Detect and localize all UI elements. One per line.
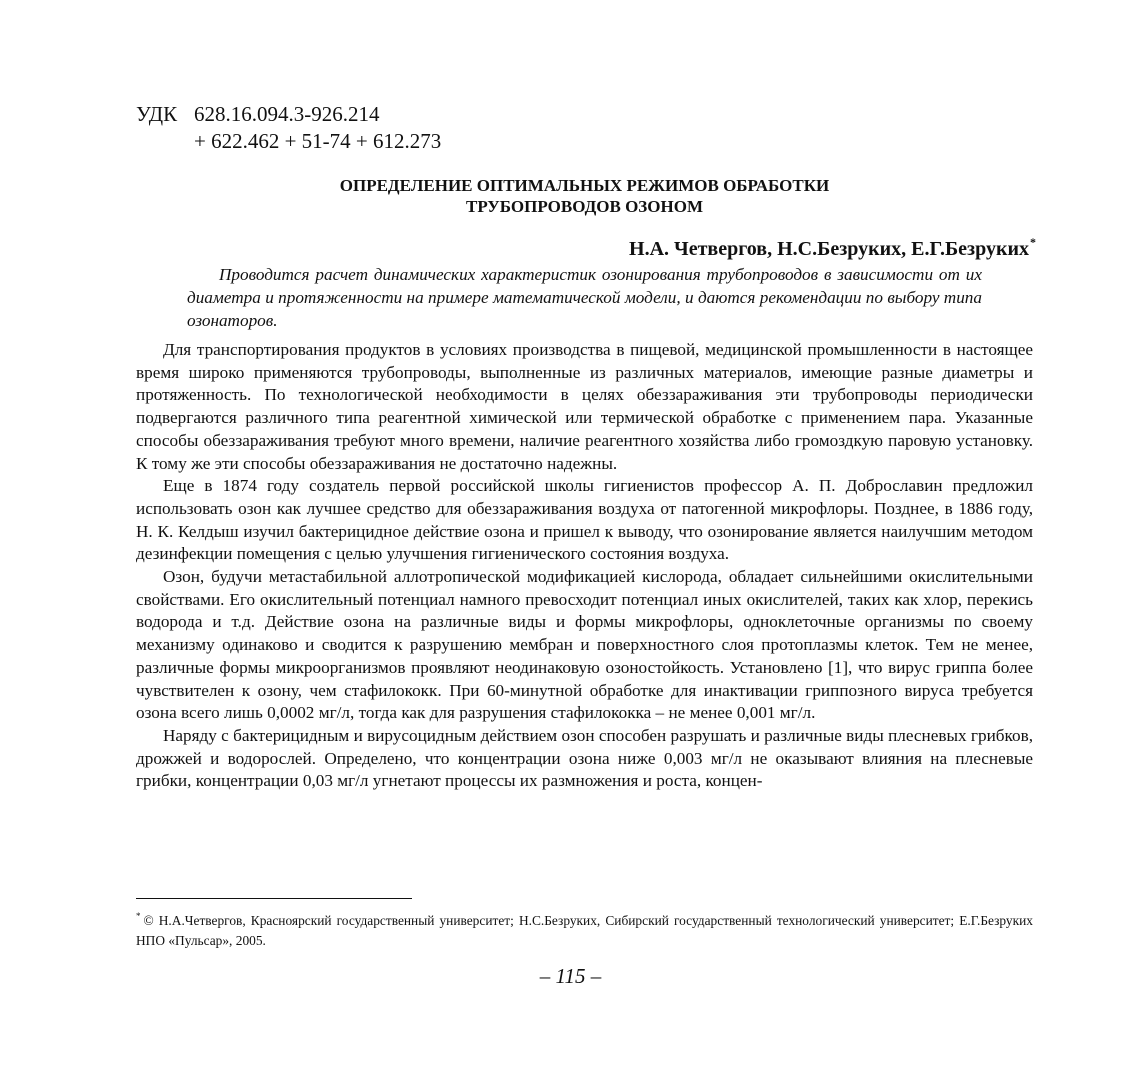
author-names: Н.А. Четвергов, Н.С.Безруких, Е.Г.Безруких (629, 238, 1029, 260)
body-paragraph: Для транспортирования продуктов в условиях производства в пищевой, медицинской промышленности в настоящее время широко применяются трубопроводы, выполненные из различных материалов, имеющие разные диаметры и протяженность. По технологической необходимости в целях обеззараживания эти трубопроводы периодически подвергаются различного типа реагентной химической или термической обработке с применением пара. Указанные способы обеззараживания требуют много времени, наличие реагентного хозяйства либо громоздкую паровую установку. К тому же эти способы обеззараживания не достаточно надежны. (136, 340, 1033, 473)
author-footnote-mark: * (1030, 235, 1036, 249)
footnote-text: © Н.А.Четвергов, Красноярский государственный университет; Н.С.Безруких, Сибирский государственный технологический университет; Е.Г.Безруких НПО «Пульсар», 2005. (136, 913, 1033, 948)
udk-value-1: 628.16.094.3-926.214 (194, 102, 380, 126)
udk-line-1 (136, 101, 441, 128)
page-number: – 115 – (539, 964, 602, 988)
article-body (136, 339, 1033, 793)
udk-code (136, 101, 441, 155)
body-paragraph: Озон, будучи метастабильной аллотропической модификацией кислорода, обладает сильнейшими окислительными свойствами. Его окислительный потенциал намного превосходит потенциал иных окислителей, таких как хлор, перекись водорода и т.д. Действие озона на различные виды и формы микрофлоры, одноклеточные организмы по своему механизму одинаково и сводится к разрушению мембран и поверхностного слоя протоплазмы клеток. Тем не менее, различные формы микроорганизмов проявляют неодинаковую озоностойкость. Установлено [1], что вирус гриппа более чувствителен к озону, чем стафилококк. При 60-минутной обработке для инактивации гриппозного вируса требуется озона всего лишь 0,0002 мг/л, тогда как для разрушения стафилококка – не менее 0,001 мг/л. (136, 567, 1033, 723)
footnote (136, 906, 1033, 951)
article-title-line-2: ТРУБОПРОВОДОВ ОЗОНОМ (466, 197, 703, 216)
udk-label: УДК (136, 102, 178, 126)
footnote-mark: * (136, 911, 141, 921)
udk-line-2 (136, 128, 441, 155)
authors (629, 229, 1036, 262)
body-paragraph: Еще в 1874 году создатель первой российской школы гигиенистов профессор А. П. Доброславин предложил использовать озон как лучшее средство для обеззараживания воздуха от патогенной микрофлоры. Позднее, в 1886 году, Н. К. Келдыш изучил бактерицидное действие озона и пришел к выводу, что озонирование является наилучшим методом дезинфекции помещения с целью улучшения гигиенического состояния воздуха. (136, 476, 1033, 564)
udk-indent (136, 128, 194, 155)
udk-value-2: + 622.462 + 51-74 + 612.273 (194, 129, 442, 153)
abstract: Проводится расчет динамических характеристик озонирования трубопроводов в зависимости от их диаметра и протяженности на примере математической модели, и даются рекомендации по выбору типа озонаторов. (187, 265, 982, 330)
article-title (136, 175, 1033, 217)
footnote-divider (136, 898, 412, 899)
article-title-line-1: ОПРЕДЕЛЕНИЕ ОПТИМАЛЬНЫХ РЕЖИМОВ ОБРАБОТКИ (339, 176, 830, 195)
body-paragraph: Наряду с бактерицидным и вирусоцидным действием озон способен разрушать и различные виды плесневых грибков, дрожжей и водорослей. Определено, что концентрации озона ниже 0,003 мг/л не оказывают влияния на плесневые грибки, концентрации 0,03 мг/л угнетают процессы их размножения и роста, концен- (136, 725, 1033, 791)
